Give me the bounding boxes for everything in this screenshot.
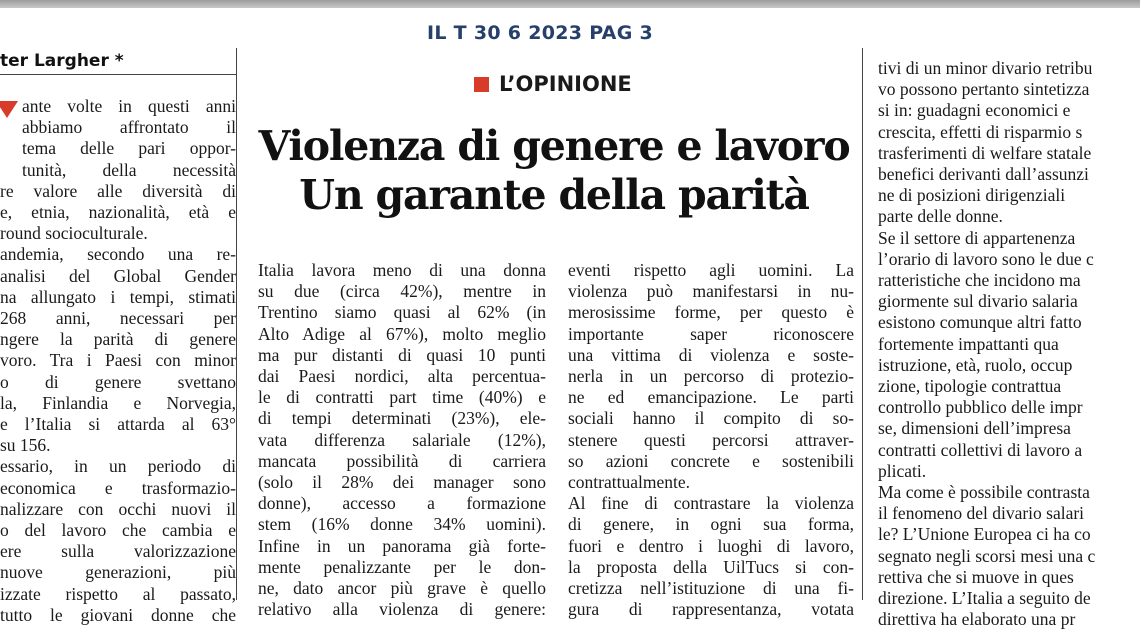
article-text-line: (solo il 28% dei manager sono [258, 472, 546, 493]
column-rule-2 [862, 48, 863, 600]
article-text-line: si in: guadagni economici e [878, 100, 1071, 121]
article-text-line: vo possono pertanto sintetizza [878, 79, 1090, 100]
article-text-line: vata differenza salariale (12%), [258, 429, 546, 450]
article-text-line: izzate rispetto al passato, [0, 583, 236, 604]
article-text-line: eventi rispetto agli uomini. La [568, 260, 854, 280]
article-text-line: zione, tipologie contrattua [878, 376, 1062, 397]
article-text-line: nuove generazioni, più [0, 562, 236, 583]
article-text-line: direzione. L’Italia a seguito de [878, 588, 1091, 609]
article-text-line: ne ed emancipazione. Le parti [568, 387, 854, 408]
article-text-line: relativo alla violenza di genere: [258, 599, 546, 620]
article-text-line: round socioculturale. [0, 223, 148, 244]
article-text-line: ngere la parità di genere [0, 329, 236, 350]
section-label-text: L’OPINIONE [499, 72, 632, 96]
article-text-line: sociali hanno il compito di so- [568, 408, 854, 429]
article-text-line: cretizza nell’istituzione di una fi- [568, 578, 854, 599]
article-text-line: segnato negli scorsi mesi una c [878, 545, 1096, 566]
article-text-line: voro. Tra i Paesi con minor [0, 350, 236, 371]
article-text-line: direttiva ha elaborato una pr [878, 609, 1076, 630]
article-text-line: donne), accesso a formazione [258, 493, 546, 514]
article-text-line: analisi del Global Gender [0, 265, 236, 286]
article-text-line: na allungato i tempi, stimati [0, 286, 236, 307]
article-text-line: le? L’Unione Europea ci ha co [878, 524, 1091, 545]
article-text-line: Infine in un panorama già forte- [258, 535, 546, 556]
article-text-line: rettiva che si muove in ques [878, 566, 1074, 587]
article-text-line: crescita, effetti di risparmio s [878, 121, 1083, 142]
article-column-1 [0, 96, 236, 626]
article-text-line: su due (circa 42%), mentre in [258, 281, 546, 302]
article-column-3 [568, 260, 854, 620]
article-column-4 [878, 58, 1140, 630]
article-text-line: le di contratti part time (40%) e [258, 387, 546, 408]
article-text-line: stenere questi percorsi attraver- [568, 429, 854, 450]
article-text-line: stem (16% donne 34% uomini). [258, 514, 546, 535]
article-text-line: Se il settore di appartenenza [878, 227, 1076, 248]
article-text-line: contrattualmente. [568, 472, 690, 493]
headline-line-1: Violenza di genere e lavoro [258, 122, 850, 170]
article-text-line: se, dimensioni dell’impresa [878, 418, 1071, 439]
article-text-line: e, etnia, nazionalità, età e [0, 202, 236, 223]
article-text-line: Trentino siamo quasi al 62% (in [258, 302, 546, 323]
article-text-line: ere sulla valorizzazione [0, 541, 236, 562]
article-text-line: violenza può manifestarsi in nu- [568, 281, 854, 302]
article-text-line: tunità, della necessità [22, 159, 236, 180]
article-column-2 [258, 260, 546, 620]
article-text-line: importante saper riconoscere [568, 323, 854, 344]
article-text-line: essario, in un periodo di [0, 456, 236, 477]
article-text-line: 268 anni, necessari per [0, 308, 236, 329]
article-text-line: contratti collettivi di lavoro a [878, 439, 1083, 460]
article-text-line: nerla in un percorso di protezio- [568, 366, 854, 387]
article-text-line: trasferimenti di welfare statale [878, 142, 1092, 163]
author-byline: ter Largher * [0, 51, 124, 71]
article-text-line: Alto Adige al 67%), molto meglio [258, 323, 546, 344]
article-text-line: parte delle donne. [878, 206, 1003, 227]
column-rule-1 [236, 48, 237, 600]
article-text-line: ne, dato ancor più grave è quello [258, 578, 546, 599]
article-text-line: giormente sul divario salaria [878, 291, 1078, 312]
article-text-line: dai Paesi nordici, alta percentua- [258, 366, 546, 387]
page-top-strip [0, 0, 1140, 8]
article-text-line: ratteristiche che incidono ma [878, 270, 1081, 291]
article-text-line: Al fine di contrastare la violenza [568, 493, 854, 514]
article-text-line: andemia, secondo una re- [0, 244, 236, 265]
article-text-line: l’orario di lavoro sono le due c [878, 248, 1094, 269]
article-text-line: su 156. [0, 435, 51, 456]
article-text-line: gura di rappresentanza, votata [568, 599, 854, 620]
article-text-line: una vittima di violenza e soste- [568, 344, 854, 365]
article-text-line: di genere, in ogni sua forma, [568, 514, 854, 535]
article-text-line: controllo pubblico delle impr [878, 397, 1083, 418]
section-square-icon [474, 77, 489, 92]
article-text-line: merosissime forme, per questo è [568, 302, 854, 323]
article-text-line: fuori e dentro i luoghi di lavoro, [568, 535, 854, 556]
article-text-line: ante volte in questi anni [22, 96, 236, 116]
headline [250, 122, 858, 220]
article-text-line: ne di posizioni dirigenziali [878, 185, 1066, 206]
article-text-line: re valore alle diversità di [0, 180, 236, 201]
article-text-line: la proposta della UilTucs si con- [568, 556, 854, 577]
article-text-line: Italia lavora meno di una donna [258, 260, 546, 280]
article-text-line: fortemente impattanti qua [878, 333, 1059, 354]
article-text-line: mancata possibilità di carriera [258, 450, 546, 471]
source-date-line: IL T 30 6 2023 PAG 3 [426, 22, 654, 44]
article-text-line: istruzione, età, ruolo, occup [878, 354, 1073, 375]
article-text-line: o di genere svettano [0, 371, 236, 392]
article-text-line: nalizzare con occhi nuovi il [0, 498, 236, 519]
article-text-line: benefici derivanti dall’assunzi [878, 164, 1089, 185]
article-text-line: economica e trasformazio- [0, 477, 236, 498]
headline-line-2: Un garante della parità [299, 171, 809, 219]
article-text-line: esistono comunque altri fatto [878, 312, 1082, 333]
article-text-line: tema delle pari oppor- [22, 138, 236, 159]
article-text-line: plicati. [878, 460, 927, 481]
article-text-line: e l’Italia si attarda al 63° [0, 414, 236, 435]
article-text-line: ma pur distanti di quasi 10 punti [258, 344, 546, 365]
article-text-line: la, Finlandia e Norvegia, [0, 392, 236, 413]
article-text-line: so azioni concrete e sostenibili [568, 450, 854, 471]
article-text-line: tutto le giovani donne che [0, 604, 236, 625]
article-text-line: il fenomeno del divario salari [878, 503, 1085, 524]
article-text-line: tivi di un minor divario retribu [878, 58, 1093, 78]
article-text-line: di tempi determinati (23%), ele- [258, 408, 546, 429]
article-text-line: o del lavoro che cambia e [0, 520, 236, 541]
byline-rule [0, 74, 236, 75]
section-label [474, 72, 632, 96]
article-text-line: Ma come è possibile contrasta [878, 482, 1090, 503]
article-text-line: abbiamo affrontato il [22, 117, 236, 138]
article-text-line: mente penalizzante per le don- [258, 556, 546, 577]
